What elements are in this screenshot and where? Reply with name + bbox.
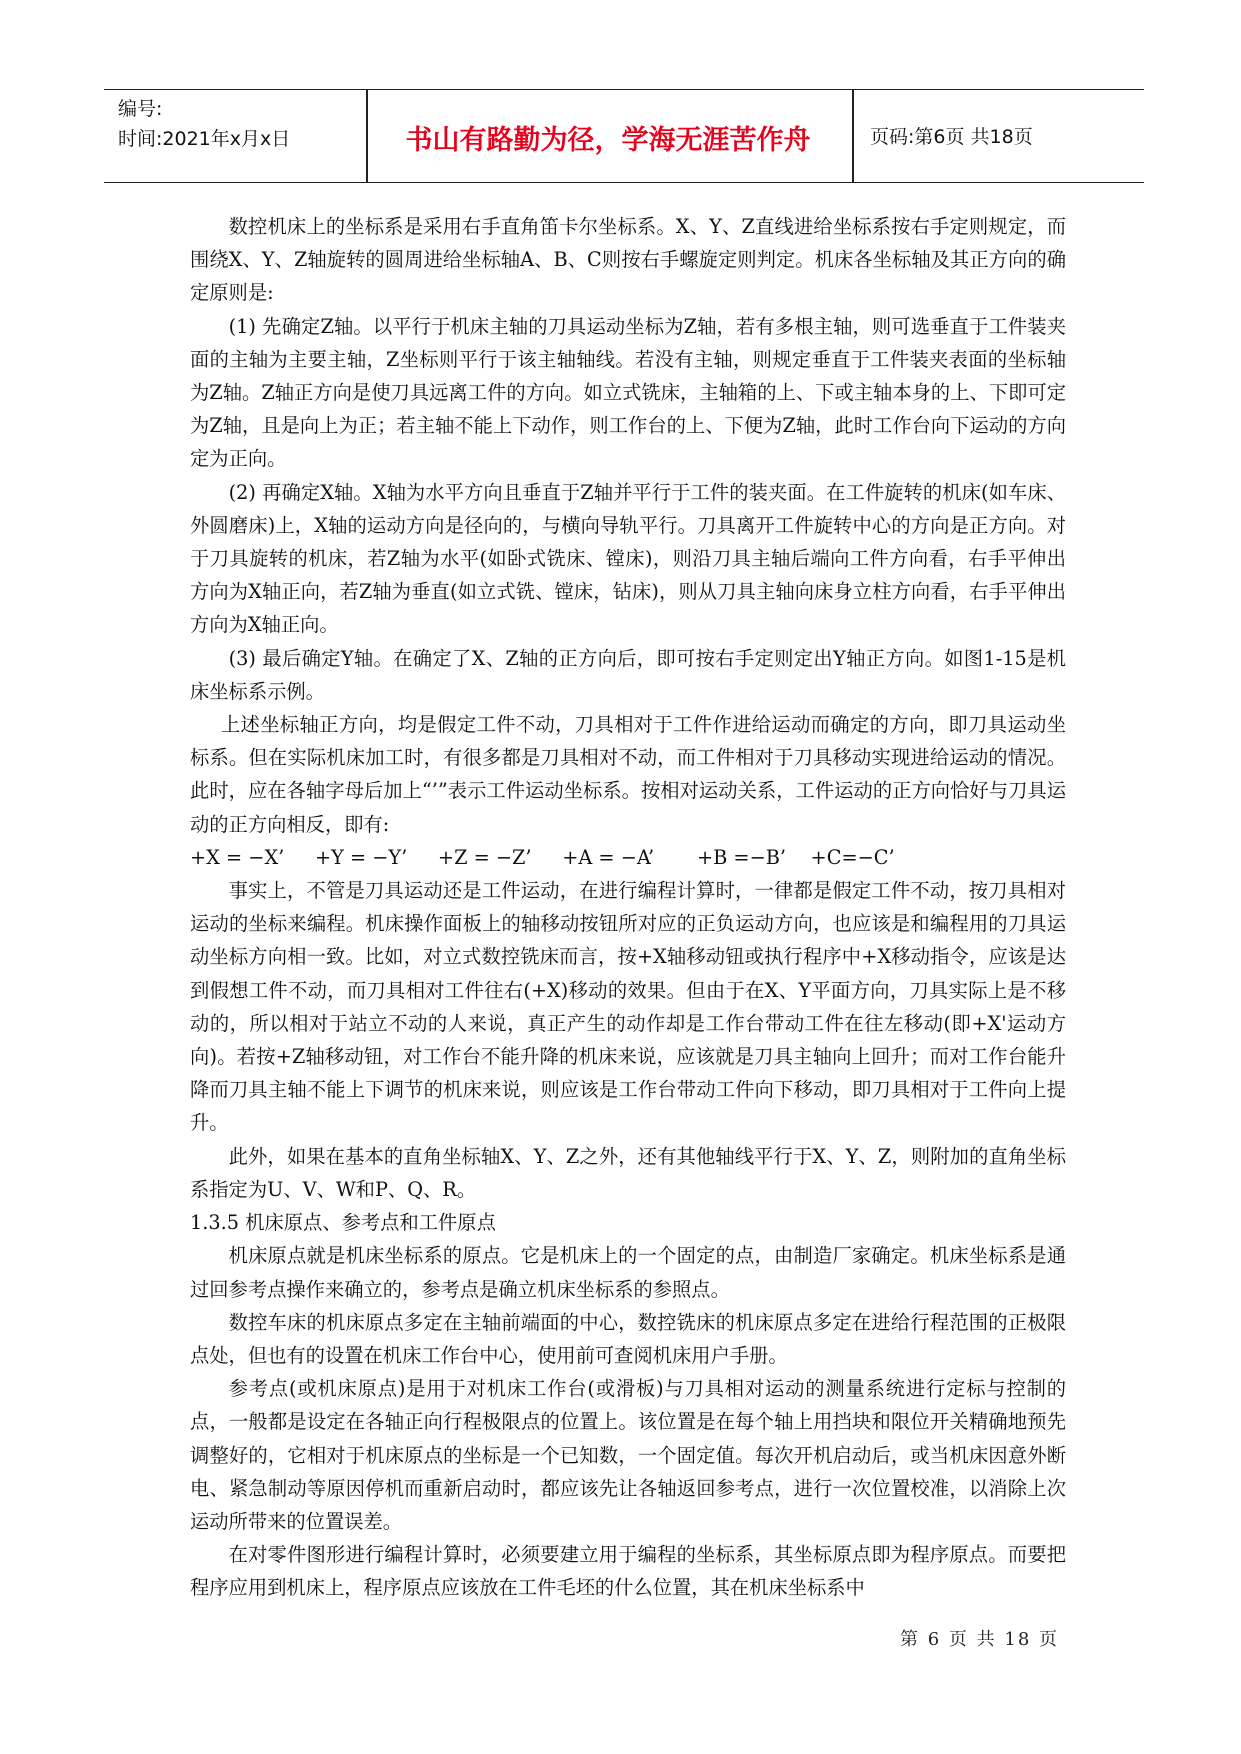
- header-meta: [118, 94, 290, 154]
- section-heading: 1.3.5 机床原点、参考点和工件原点: [190, 1211, 496, 1235]
- document-time-label: 时间:2021年x月x日: [118, 128, 291, 150]
- axis-relation-formula: +X = −X’ +Y = −Y’ +Z = −Z’ +A = −A’ +B =−B’ +C=−C’: [190, 845, 895, 869]
- footer-page-number: 第 6 页 共 18 页: [900, 1629, 1059, 1650]
- paragraph: 数控机床上的坐标系是采用右手直角笛卡尔坐标系。X、Y、Z直线进给坐标系按右手定则规定，而围绕X、Y、Z轴旋转的圆周进给坐标轴A、B、C则按右手螺旋定则判定。机床各坐标轴及其正方向的确定原则是:: [190, 215, 1066, 305]
- paragraph: 数控车床的机床原点多定在主轴前端面的中心，数控铣床的机床原点多定在进给行程范围的正极限点处，但也有的设置在机床工作台中心，使用前可查阅机床用户手册。: [190, 1310, 1066, 1367]
- paragraph: 参考点(或机床原点)是用于对机床工作台(或滑板)与刀具相对运动的测量系统进行定标与控制的点，一般都是设定在各轴正向行程极限点的位置上。该位置是在每个轴上用挡块和限位开关精确地预先调整好的，它相对于机床原点的坐标是一个已知数，一个固定值。每次开机启动后，或当机床因意外断电、紧急制动等原因停机而重新启动时，都应该先让各轴返回参考点，进行一次位置校准，以消除上次运动所带来的位置误差。: [190, 1377, 1066, 1533]
- header-motto: 书山有路勤为径，学海无涯苦作舟: [405, 125, 811, 156]
- paragraph: 事实上，不管是刀具运动还是工件运动，在进行编程计算时，一律都是假定工件不动，按刀具相对运动的坐标来编程。机床操作面板上的轴移动按钮所对应的正负运动方向，也应该是和编程用的刀具运动坐标方向相一致。比如，对立式数控铣床而言，按+X轴移动钮或执行程序中+X移动指令，应该是达到假想工件不动，而刀具相对工件往右(+X)移动的效果。但由于在X、Y平面方向，刀具实际上是不移动的，所以相对于站立不动的人来说，真正产生的动作却是工作台带动工件在往左移动(即+X'运动方向)。若按+Z轴移动钮，对工作台不能升降的机床来说，应该就是刀具主轴向上回升；而对工作台能升降而刀具主轴不能上下调节的机床来说，则应该是工作台带动工件向下移动，即刀具相对于工件向上提升。: [190, 879, 1066, 1135]
- document-header: [104, 89, 1144, 183]
- paragraph: (3) 最后确定Y轴。在确定了X、Z轴的正方向后，即可按右手定则定出Y轴正方向。如图1-15是机床坐标系示例。: [190, 646, 1066, 703]
- paragraph: 上述坐标轴正方向，均是假定工件不动，刀具相对于工件作进给运动而确定的方向，即刀具运动坐标系。但在实际机床加工时，有很多都是刀具相对不动，而工件相对于刀具移动实现进给运动的情况。此时，应在各轴字母后加上“’”表示工件运动坐标系。按相对运动关系，工件运动的正方向恰好与刀具运动的正方向相反，即有:: [190, 713, 1066, 836]
- header-divider-right: [852, 90, 854, 182]
- document-number-label: 编号:: [118, 98, 163, 120]
- paragraph: (1) 先确定Z轴。以平行于机床主轴的刀具运动坐标为Z轴，若有多根主轴，则可选垂直于工件装夹面的主轴为主要主轴，Z坐标则平行于该主轴轴线。若没有主轴，则规定垂直于工件装夹表面的坐标轴为Z轴。Z轴正方向是使刀具远离工件的方向。如立式铣床，主轴箱的上、下或主轴本身的上、下即可定为Z轴，且是向上为正；若主轴不能上下动作，则工作台的上、下便为Z轴，此时工作台向下运动的方向定为正向。: [190, 314, 1066, 471]
- document-body: [190, 210, 1066, 1605]
- paragraph: (2) 再确定X轴。X轴为水平方向且垂直于Z轴并平行于工件的装夹面。在工件旋转的机床(如车床、外圆磨床)上，X轴的运动方向是径向的，与横向导轨平行。刀具离开工件旋转中心的方向是正方向。对于刀具旋转的机床，若Z轴为水平(如卧式铣床、镗床)，则沿刀具主轴后端向工件方向看，右手平伸出方向为X轴正向，若Z轴为垂直(如立式铣、镗床，钻床)，则从刀具主轴向床身立柱方向看，右手平伸出方向为X轴正向。: [190, 480, 1066, 637]
- paragraph: 在对零件图形进行编程计算时，必须要建立用于编程的坐标系，其坐标原点即为程序原点。而要把程序应用到机床上，程序原点应该放在工件毛坯的什么位置，其在机床坐标系中: [190, 1543, 1066, 1600]
- paragraph: 机床原点就是机床坐标系的原点。它是机床上的一个固定的点，由制造厂家确定。机床坐标系是通过回参考点操作来确立的，参考点是确立机床坐标系的参照点。: [190, 1244, 1066, 1301]
- header-page-number: 页码:第6页 共18页: [870, 126, 1033, 148]
- paragraph: 此外，如果在基本的直角坐标轴X、Y、Z之外，还有其他轴线平行于X、Y、Z，则附加的直角坐标系指定为U、V、W和P、Q、R。: [190, 1144, 1066, 1201]
